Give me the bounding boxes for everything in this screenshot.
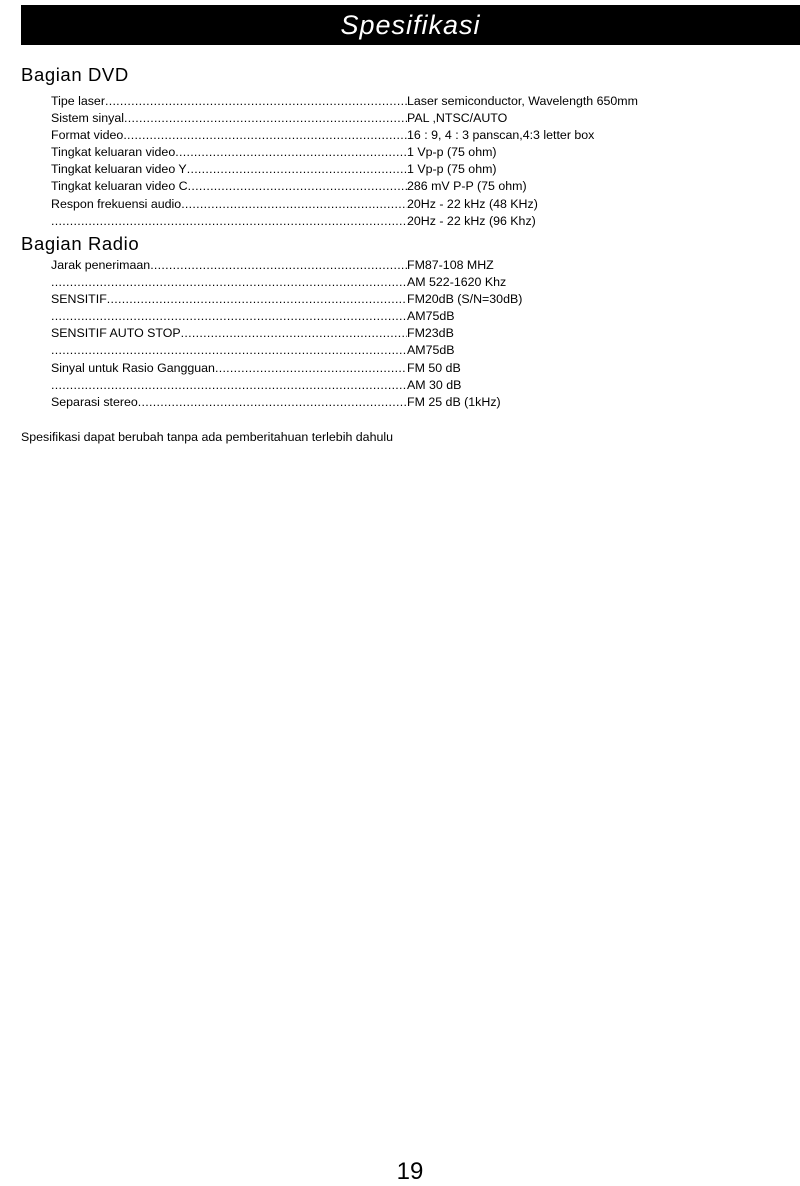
spec-value: 1 Vp-p (75 ohm) (407, 162, 497, 177)
spec-value: 286 mV P-P (75 ohm) (407, 179, 527, 194)
spec-label: SENSITIF AUTO STOP ..... (51, 325, 407, 342)
dvd-section-heading: Bagian DVD (21, 64, 129, 85)
spec-value: AM75dB (407, 343, 455, 358)
spec-label: Sinyal untuk Rasio Gangguan ..... (51, 360, 407, 377)
spec-label: Sistem sinyal ..... (51, 110, 407, 127)
spec-value: Laser semiconductor, Wavelength 650mm (407, 94, 638, 108)
spec-value: 20Hz - 22 kHz (96 Khz) (407, 213, 536, 228)
spec-row (51, 360, 751, 377)
spec-value: 1 Vp-p (75 ohm) (407, 145, 497, 160)
dvd-spec-list (51, 93, 751, 230)
spec-value: FM87-108 MHZ (407, 258, 494, 272)
spec-label: Format video ..... (51, 127, 407, 144)
spec-label: Tingkat keluaran video Y ..... (51, 161, 407, 178)
spec-label (51, 377, 407, 394)
spec-row (51, 308, 751, 325)
spec-row (51, 325, 751, 342)
disclaimer-note: Spesifikasi dapat berubah tanpa ada pemberitahuan terlebih dahulu (21, 430, 393, 444)
spec-label: SENSITIF ..... (51, 291, 407, 308)
spec-row (51, 213, 751, 230)
spec-label: Tipe laser ..... (51, 93, 407, 110)
spec-row (51, 196, 751, 213)
spec-value: AM 30 dB (407, 377, 462, 392)
spec-row (51, 127, 751, 144)
spec-label: Tingkat keluaran video ..... (51, 144, 407, 161)
spec-value: 16 : 9, 4 : 3 panscan,4:3 letter box (407, 128, 595, 143)
spec-value: FM 50 dB (407, 360, 461, 375)
spec-value: PAL ,NTSC/AUTO (407, 111, 508, 126)
page-title-bar (21, 5, 800, 45)
spec-row (51, 377, 751, 394)
spec-row (51, 93, 751, 110)
spec-label (51, 213, 407, 230)
spec-row (51, 342, 751, 359)
spec-value: FM20dB (S/N=30dB) (407, 292, 523, 307)
spec-row (51, 144, 751, 161)
spec-row (51, 394, 751, 411)
spec-value: FM 25 dB (1kHz) (407, 394, 501, 409)
spec-label: Tingkat keluaran video C ..... (51, 178, 407, 195)
spec-label (51, 342, 407, 359)
spec-label: Jarak penerimaan ..... (51, 257, 407, 274)
spec-row (51, 178, 751, 195)
spec-row (51, 161, 751, 178)
radio-section-heading: Bagian Radio (21, 233, 140, 254)
spec-value: FM23dB (407, 326, 454, 341)
spec-label (51, 274, 407, 291)
spec-row (51, 291, 751, 308)
spec-label: Respon frekuensi audio ..... (51, 196, 407, 213)
page-number: 19 (396, 1158, 424, 1185)
spec-row (51, 257, 751, 274)
spec-label (51, 308, 407, 325)
spec-value: 20Hz - 22 kHz (48 KHz) (407, 196, 538, 211)
spec-row (51, 274, 751, 291)
spec-value: AM75dB (407, 309, 455, 324)
spec-value: AM 522-1620 Khz (407, 275, 507, 290)
spec-label: Separasi stereo ..... (51, 394, 407, 411)
radio-spec-list (51, 257, 751, 411)
spec-row (51, 110, 751, 127)
page-title: Spesifikasi (340, 9, 481, 40)
